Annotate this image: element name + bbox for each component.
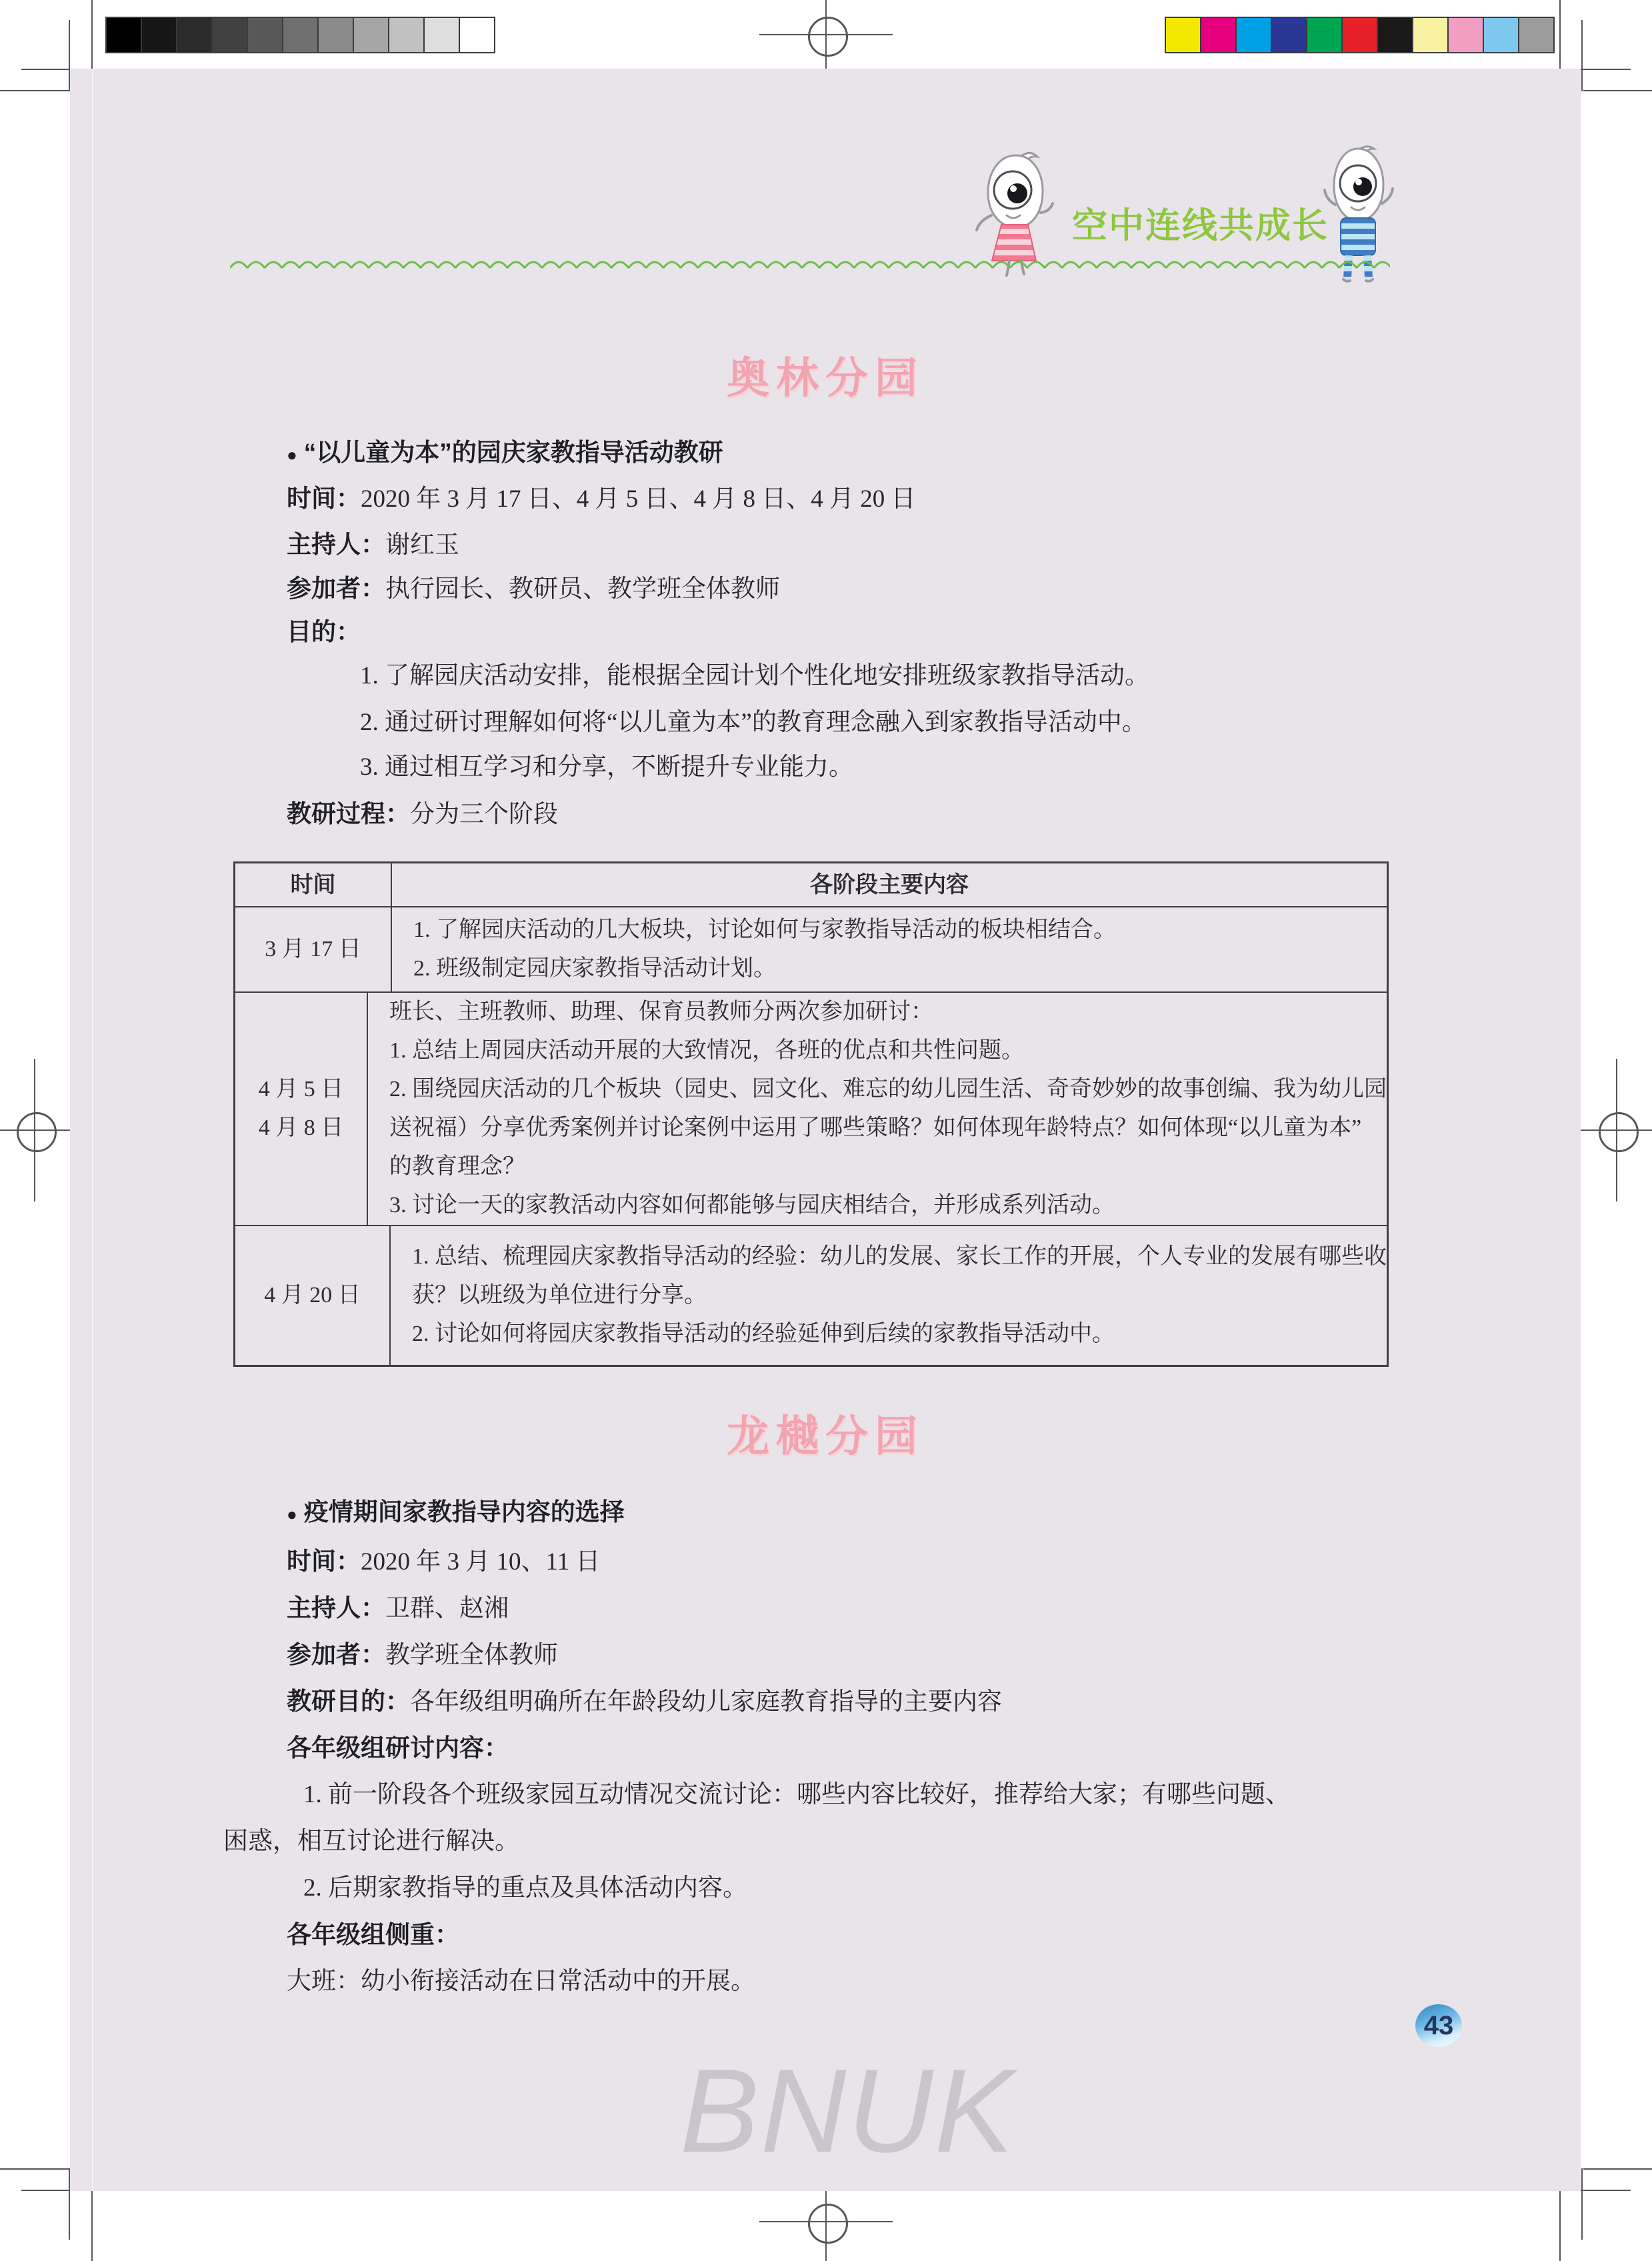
- section1-title: 奥林分园: [727, 354, 924, 402]
- section1-goal-2: 2. 通过研讨理解如何将“以儿童为本”的教育理念融入到家教指导活动中。: [360, 709, 1147, 736]
- section2-paragraph-1b: 困惑，相互讨论进行解决。: [223, 1828, 519, 1855]
- section2-heading: ● 疫情期间家教指导内容的选择: [287, 1498, 625, 1526]
- section2-paragraph-2: 2. 后期家教指导的重点及具体活动内容。: [303, 1874, 747, 1902]
- section2-subheading-1: 各年级组研讨内容：: [287, 1734, 509, 1762]
- gray-swatch: [283, 18, 319, 52]
- color-swatch: [1343, 18, 1378, 52]
- color-swatch: [1272, 18, 1307, 52]
- color-swatch: [1449, 18, 1484, 52]
- grayscale-calibration-bar: [105, 17, 495, 53]
- bullet-icon: ●: [287, 1504, 297, 1524]
- section2-title: 龙樾分园: [727, 1412, 924, 1460]
- page-header-slogan: 空中连线共成长: [1072, 206, 1329, 245]
- gray-swatch: [354, 18, 389, 52]
- page-body: [70, 69, 1581, 2191]
- color-swatch: [1484, 18, 1519, 52]
- section2-host-line: 主持人：卫群、赵湘: [287, 1594, 509, 1622]
- row-content: 班长、主班教师、助理、保育员教师分两次参加研讨： 1. 总结上周园庆活动开展的大致情况，各班的优点和共性问题。 2. 围绕园庆活动的几个板块（园史、园文化、难忘的幼儿园生活、奇奇妙妙的故事创编、我为幼儿园 送祝福）分享优秀案例并讨论案例中运用了哪些策略？如何体现年龄特点？如何体现“以儿童为本” 的教育理念？ 3. 讨论一天的家教活动内容如何都能够与园庆相结合，并形成系列活动。: [389, 999, 1387, 1218]
- gray-swatch: [389, 18, 425, 52]
- gray-swatch: [142, 18, 177, 52]
- row-date: 4 月 20 日: [235, 1226, 391, 1365]
- section1-heading: ● “以儿童为本”的园庆家教指导活动教研: [287, 439, 723, 466]
- section1-goal-1: 1. 了解园庆活动安排，能根据全园计划个性化地安排班级家教指导活动。: [360, 662, 1149, 689]
- table-header-row: [235, 863, 1387, 906]
- row-content: 1. 总结、梳理园庆家教指导活动的经验：幼儿的发展、家长工作的开展，个人专业的发展有哪些收 获？以班级为单位进行分享。 2. 讨论如何将园庆家教指导活动的经验延伸到后续的家教指导活动中。: [412, 1244, 1387, 1346]
- color-swatch: [1307, 18, 1343, 52]
- col-header-time: 时间: [235, 863, 392, 906]
- gray-swatch: [177, 18, 213, 52]
- section1-host-line: 主持人：谢红玉: [287, 531, 459, 559]
- section2-time-line: 时间：2020 年 3 月 10、11 日: [287, 1548, 601, 1576]
- gray-swatch: [425, 18, 460, 52]
- wavy-divider: [230, 259, 1390, 273]
- section2-paragraph-3: 大班：幼小衔接活动在日常活动中的开展。: [287, 1968, 755, 1995]
- section1-goal-3: 3. 通过相互学习和分享，不断提升专业能力。: [360, 753, 853, 781]
- row-date: 3 月 17 日: [235, 907, 392, 991]
- col-header-content: 各阶段主要内容: [810, 872, 969, 897]
- table-row: [235, 1225, 1387, 1365]
- gray-swatch: [319, 18, 354, 52]
- color-swatch: [1519, 18, 1553, 52]
- gray-swatch: [107, 18, 142, 52]
- table-row: [235, 991, 1387, 1225]
- color-calibration-bar: [1165, 17, 1555, 53]
- color-swatch: [1413, 18, 1449, 52]
- bullet-icon: ●: [287, 445, 297, 465]
- section2-subheading-2: 各年级组侧重：: [287, 1921, 459, 1948]
- gray-swatch: [248, 18, 283, 52]
- color-swatch: [1237, 18, 1272, 52]
- section1-purpose-label: 目的：: [287, 618, 361, 645]
- row-content: 1. 了解园庆活动的几大板块，讨论如何与家教指导活动的板块相结合。 2. 班级制定园庆家教指导活动计划。: [413, 917, 1116, 981]
- color-swatch: [1201, 18, 1237, 52]
- section2-purpose-line: 教研目的：各年级组明确所在年龄段幼儿家庭教育指导的主要内容: [287, 1688, 1002, 1716]
- section1-participants-line: 参加者：执行园长、教研员、教学班全体教师: [287, 575, 780, 603]
- table-row: [235, 906, 1387, 991]
- section2-paragraph-1a: 1. 前一阶段各个班级家园互动情况交流讨论：哪些内容比较好，推荐给大家；有哪些问题、: [303, 1781, 1290, 1808]
- gray-swatch: [460, 18, 494, 52]
- section2-participants-line: 参加者：教学班全体教师: [287, 1641, 558, 1669]
- row-date: 4 月 5 日 4 月 8 日: [235, 993, 368, 1225]
- watermark-text: BNUK: [680, 2044, 1015, 2177]
- schedule-table: [233, 861, 1389, 1367]
- color-swatch: [1378, 18, 1413, 52]
- color-swatch: [1166, 18, 1201, 52]
- page-number-badge: 43: [1415, 2004, 1462, 2047]
- section1-process-line: 教研过程：分为三个阶段: [287, 800, 558, 828]
- gray-swatch: [213, 18, 248, 52]
- section1-time-line: 时间：2020 年 3 月 17 日、4 月 5 日、4 月 8 日、4 月 20 日: [287, 485, 916, 513]
